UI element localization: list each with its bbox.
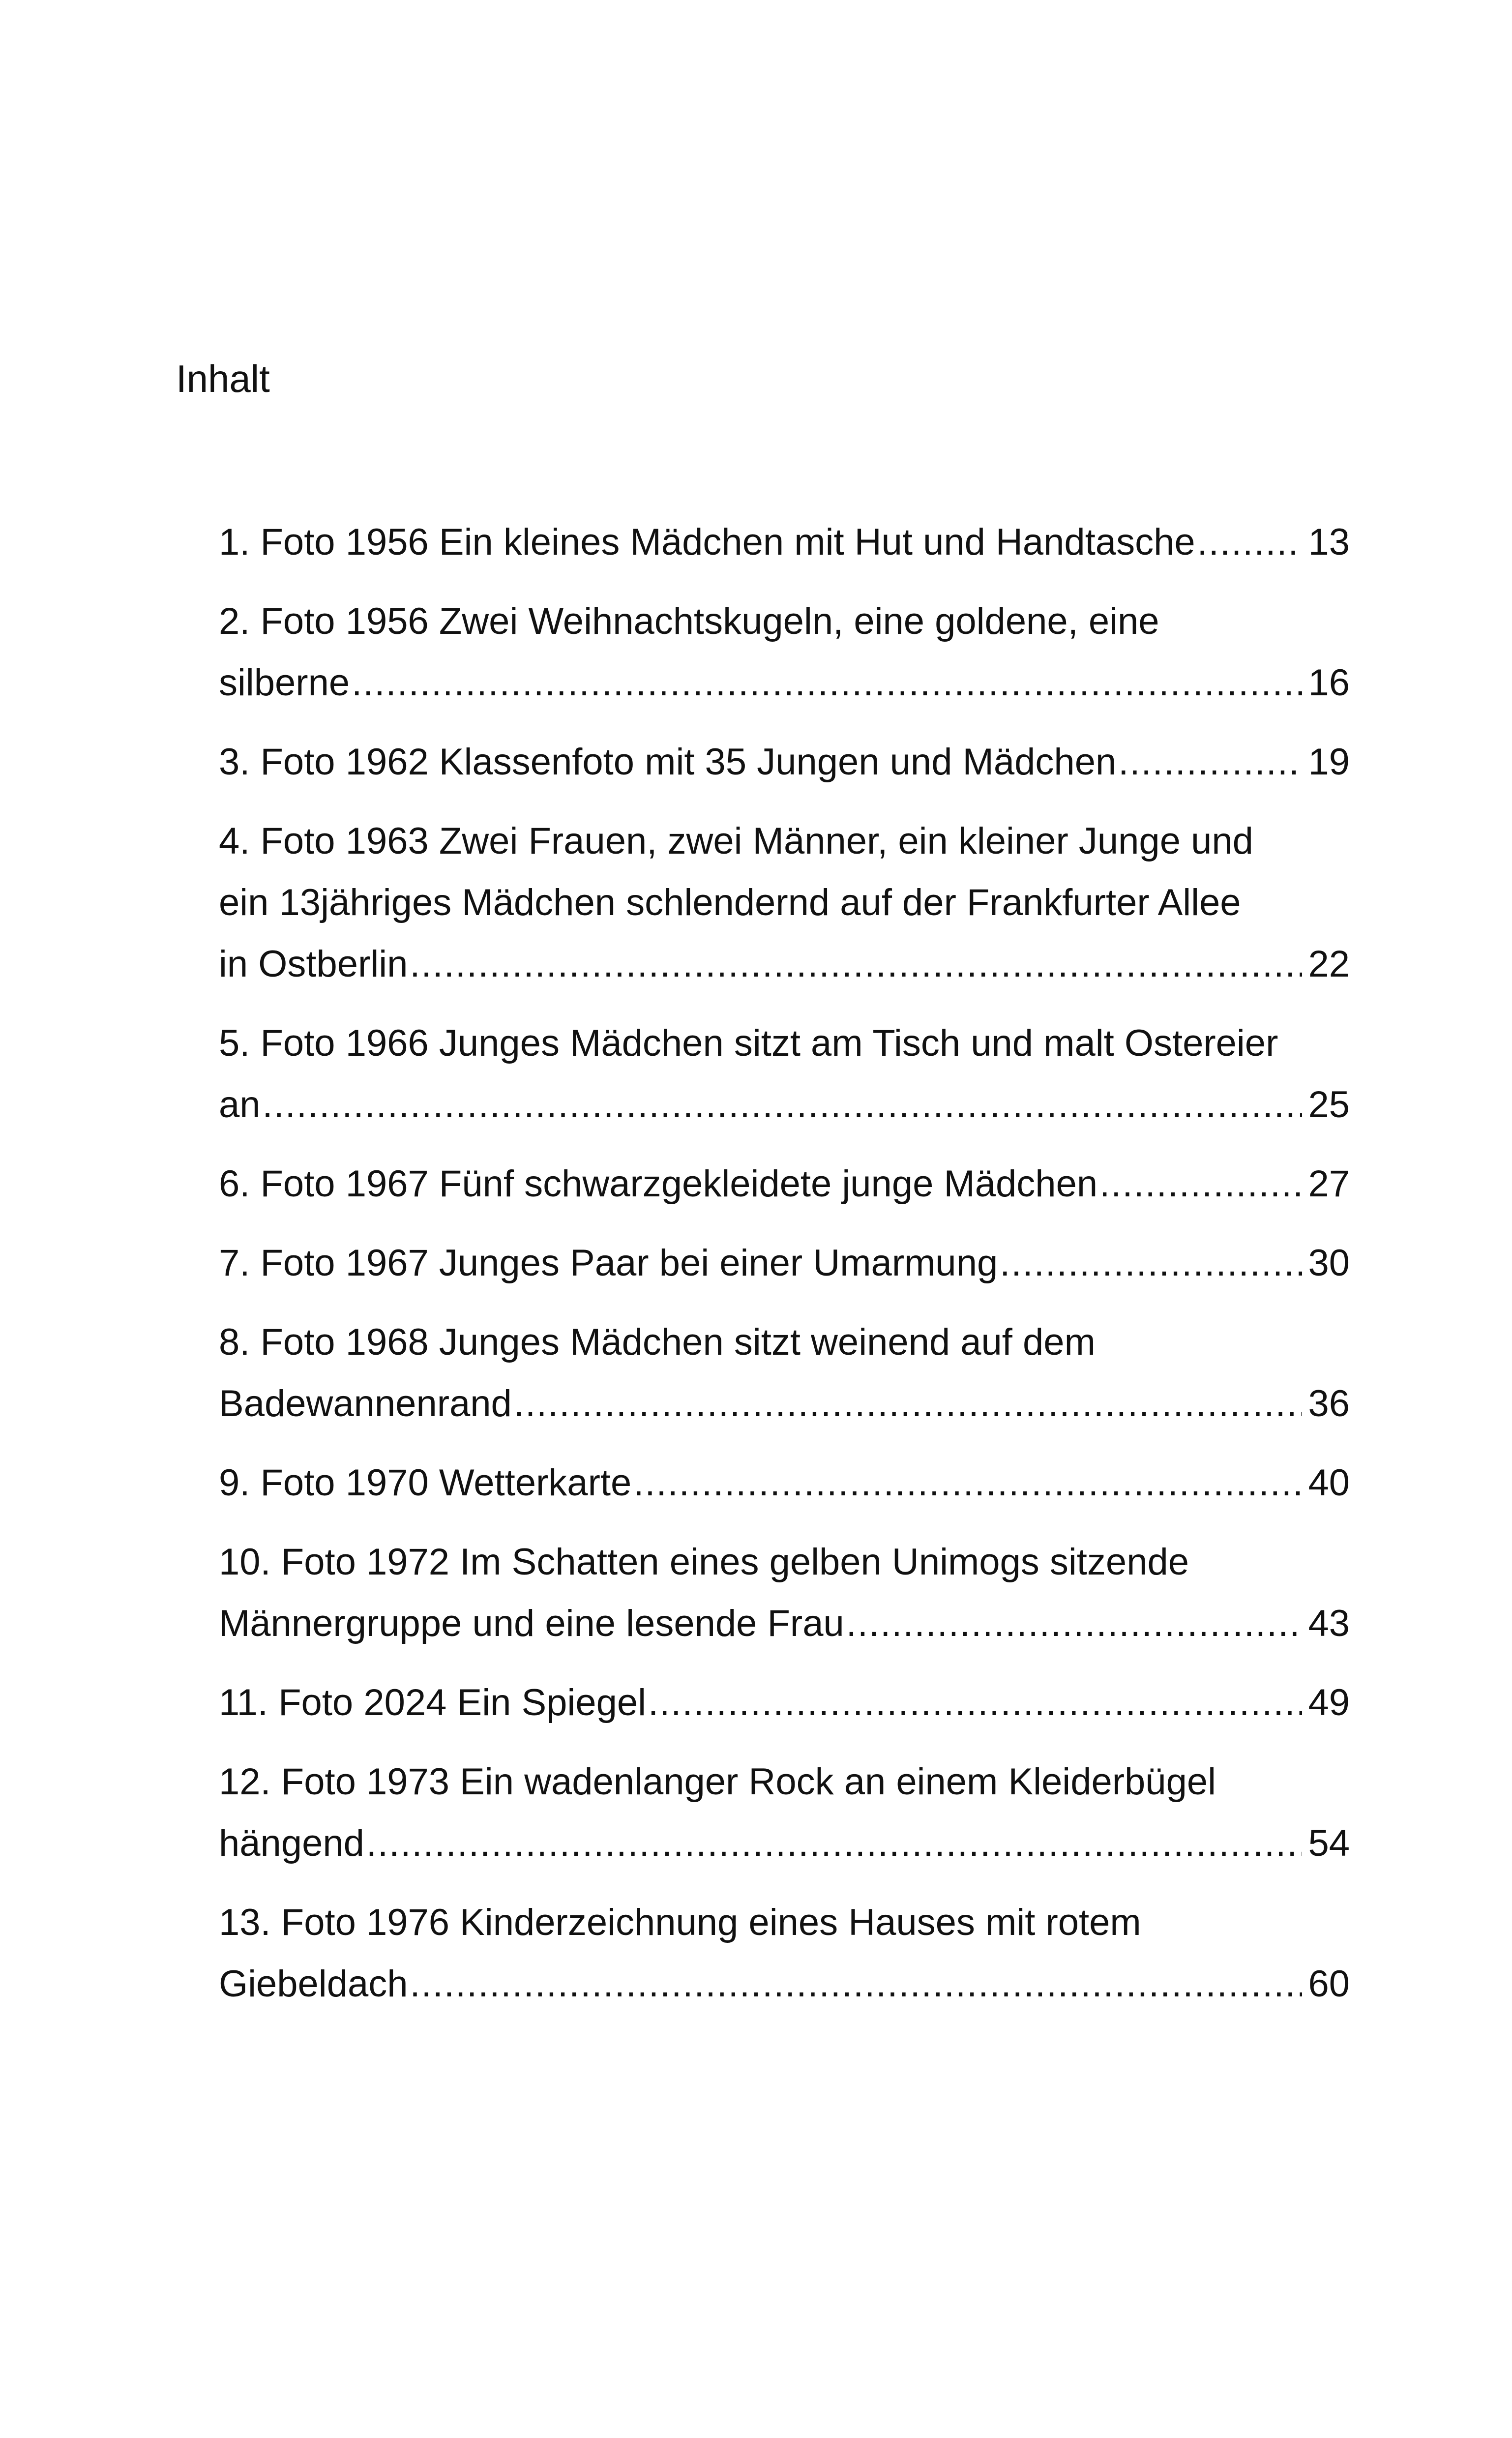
toc-entry-title-line: 10. Foto 1972 Im Schatten eines gelben Unimogs sitzende [219, 1541, 1189, 1583]
toc-entry[interactable] [219, 1311, 1350, 1434]
dot-leader [410, 1953, 1303, 2015]
toc-entry-title-line: 5. Foto 1966 Junges Mädchen sitzt am Tisch und malt Ostereier [219, 1022, 1278, 1064]
toc-page-number: 36 [1308, 1383, 1350, 1425]
toc-entry-title-line: 3. Foto 1962 Klassenfoto mit 35 Jungen und Mädchen [219, 741, 1117, 783]
toc-entry[interactable] [219, 1892, 1350, 2015]
table-of-contents [219, 511, 1350, 2032]
toc-entry-title-line: ein 13jähriges Mädchen schlendernd auf der Frankfurter Allee [219, 882, 1241, 923]
toc-entry-title-line: 12. Foto 1973 Ein wadenlanger Rock an einem Kleiderbügel [219, 1761, 1216, 1803]
dot-leader [410, 933, 1302, 995]
toc-page-number: 43 [1308, 1603, 1350, 1644]
toc-entry-last-line [219, 1074, 1350, 1135]
dot-leader [514, 1373, 1303, 1434]
toc-entry-last-line [219, 1953, 1350, 2015]
toc-entry[interactable] [219, 591, 1350, 714]
toc-page-number: 16 [1308, 662, 1350, 704]
toc-entry-last-line [219, 1813, 1350, 1874]
dot-leader [1118, 731, 1302, 793]
dot-leader [648, 1672, 1302, 1733]
toc-entry-last-line [219, 1373, 1350, 1434]
toc-entry[interactable] [219, 1751, 1350, 1874]
toc-entry[interactable] [219, 731, 1350, 793]
toc-entry[interactable] [219, 1232, 1350, 1294]
dot-leader [263, 1074, 1303, 1135]
toc-page-number: 19 [1308, 741, 1350, 783]
toc-entry-title-line: 1. Foto 1956 Ein kleines Mädchen mit Hut und Handtasche [219, 521, 1195, 563]
toc-entry-last-line [219, 511, 1350, 573]
toc-entry-title-line: 9. Foto 1970 Wetterkarte [219, 1462, 632, 1504]
toc-page-number: 25 [1308, 1084, 1350, 1126]
dot-leader [366, 1813, 1303, 1874]
toc-page-number: 54 [1308, 1822, 1350, 1864]
toc-entry-title-line: Männergruppe und eine lesende Frau [219, 1603, 844, 1644]
toc-entry-title-line: 8. Foto 1968 Junges Mädchen sitzt weinend auf dem [219, 1321, 1096, 1363]
toc-entry-last-line [219, 1452, 1350, 1514]
toc-page-number: 22 [1308, 943, 1350, 985]
toc-entry-title-line: silberne [219, 662, 350, 704]
toc-page-number: 27 [1308, 1163, 1350, 1205]
dot-leader [352, 652, 1302, 714]
toc-entry-last-line [219, 1672, 1350, 1733]
toc-entry-title-line: 13. Foto 1976 Kinderzeichnung eines Hauses mit rotem [219, 1902, 1141, 1943]
toc-entry-title-line: Badewannenrand [219, 1383, 512, 1425]
toc-entry[interactable] [219, 1452, 1350, 1514]
toc-page-number: 30 [1308, 1242, 1350, 1284]
toc-entry-last-line [219, 1232, 1350, 1294]
dot-leader [633, 1452, 1302, 1514]
toc-entry-title-line: an [219, 1084, 261, 1126]
toc-entry-title-line: 7. Foto 1967 Junges Paar bei einer Umarmung [219, 1242, 998, 1284]
toc-entry[interactable] [219, 1153, 1350, 1215]
dot-leader [1000, 1232, 1302, 1294]
toc-entry[interactable] [219, 1672, 1350, 1733]
toc-entry-last-line [219, 731, 1350, 793]
toc-entry-title-line: 4. Foto 1963 Zwei Frauen, zwei Männer, ein kleiner Junge und [219, 820, 1253, 862]
toc-entry-last-line [219, 933, 1350, 995]
toc-entry[interactable] [219, 511, 1350, 573]
toc-entry-last-line [219, 652, 1350, 714]
toc-entry[interactable] [219, 1012, 1350, 1135]
toc-entry-title-line: hängend [219, 1822, 364, 1864]
toc-heading: Inhalt [176, 357, 270, 400]
dot-leader [1197, 511, 1303, 573]
toc-entry-title-line: Giebeldach [219, 1963, 408, 2005]
toc-page-number: 40 [1308, 1462, 1350, 1504]
toc-page-number: 60 [1308, 1963, 1350, 2005]
toc-entry-title-line: 6. Foto 1967 Fünf schwarzgekleidete junge Mädchen [219, 1163, 1098, 1205]
dot-leader [846, 1593, 1303, 1654]
toc-page-number: 49 [1308, 1682, 1350, 1724]
toc-entry[interactable] [219, 1531, 1350, 1654]
dot-leader [1099, 1153, 1302, 1215]
toc-entry-last-line [219, 1153, 1350, 1215]
toc-entry-title-line: in Ostberlin [219, 943, 408, 985]
toc-entry-last-line [219, 1593, 1350, 1654]
toc-entry[interactable] [219, 810, 1350, 995]
toc-entry-title-line: 11. Foto 2024 Ein Spiegel [219, 1682, 646, 1724]
toc-entry-title-line: 2. Foto 1956 Zwei Weihnachtskugeln, eine goldene, eine [219, 600, 1159, 642]
toc-page-number: 13 [1308, 521, 1350, 563]
